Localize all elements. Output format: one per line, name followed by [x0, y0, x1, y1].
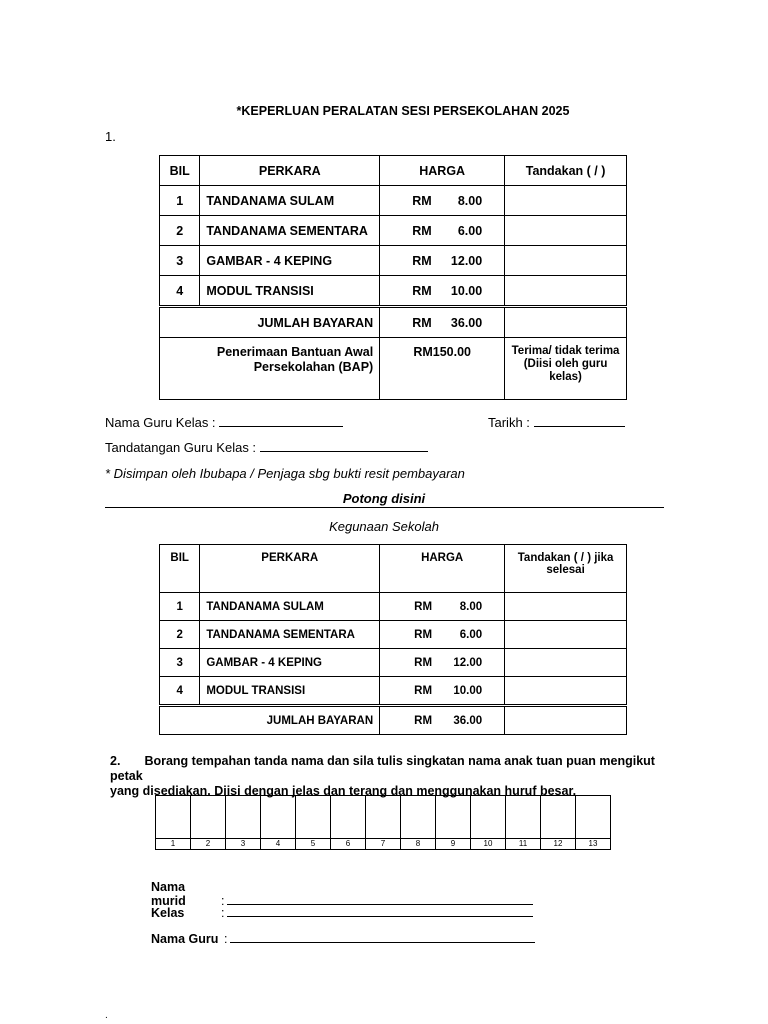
amount: 6.00 — [459, 628, 483, 641]
amount: 8.00 — [457, 193, 483, 208]
tandatangan-field — [105, 440, 428, 455]
tarikh-line[interactable] — [534, 415, 625, 427]
row-perkara: MODUL TRANSISI — [200, 677, 380, 706]
grid-number-row — [156, 839, 611, 850]
letter-box[interactable] — [471, 796, 506, 839]
letter-box[interactable] — [541, 796, 576, 839]
nama-guru-kelas-line[interactable] — [219, 415, 343, 427]
box-number: 4 — [261, 839, 296, 850]
box-number: 7 — [366, 839, 401, 850]
amount: 12.00 — [450, 253, 483, 268]
currency: RM — [412, 283, 432, 298]
letter-box[interactable] — [576, 796, 611, 839]
tick-cell[interactable] — [505, 246, 627, 276]
row-perkara: GAMBAR - 4 KEPING — [200, 649, 380, 677]
letter-box[interactable] — [506, 796, 541, 839]
letter-box[interactable] — [226, 796, 261, 839]
tandatangan-line[interactable] — [260, 440, 428, 452]
row-perkara: MODUL TRANSISI — [200, 276, 380, 307]
nama-murid-field — [151, 880, 533, 908]
col-header-perkara: PERKARA — [200, 156, 380, 186]
nama-murid-line[interactable] — [227, 893, 533, 905]
currency: RM — [412, 223, 432, 238]
col-header-harga: HARGA — [380, 156, 505, 186]
box-number: 9 — [436, 839, 471, 850]
tick-cell[interactable] — [505, 186, 627, 216]
row-harga — [380, 276, 505, 307]
amount: 8.00 — [459, 600, 483, 613]
currency: RM — [412, 315, 432, 330]
currency: RM — [412, 253, 432, 268]
row-bil: 4 — [160, 276, 200, 307]
box-number: 8 — [401, 839, 436, 850]
col-header-perkara: PERKARA — [200, 545, 380, 593]
letter-box[interactable] — [331, 796, 366, 839]
table-header-row — [160, 545, 627, 593]
nama-guru-field — [151, 931, 535, 946]
row-harga — [380, 246, 505, 276]
bap-label-line2: Persekolahan (BAP) — [253, 360, 374, 374]
row-harga — [380, 649, 505, 677]
section-2-instructions — [110, 754, 670, 799]
row-bil: 2 — [160, 216, 200, 246]
row-harga — [380, 186, 505, 216]
bap-label — [160, 338, 380, 400]
tick-cell[interactable] — [505, 649, 627, 677]
table-row — [160, 276, 627, 307]
table-row — [160, 649, 627, 677]
total-harga — [380, 706, 505, 735]
letter-box[interactable] — [366, 796, 401, 839]
section-2-text-line1: Borang tempahan tanda nama dan sila tulis singkatan nama anak tuan puan mengikut petak — [110, 754, 655, 783]
col-header-tandakan-line2: selesai — [546, 564, 585, 576]
nama-murid-label: Nama murid — [151, 880, 186, 908]
total-tick-cell — [505, 307, 627, 338]
total-tick-cell — [505, 706, 627, 735]
table-row — [160, 216, 627, 246]
col-header-tandakan: Tandakan ( / ) — [505, 156, 627, 186]
nama-guru-label: Nama Guru — [151, 932, 219, 946]
row-perkara: TANDANAMA SULAM — [200, 593, 380, 621]
amount: 10.00 — [453, 684, 483, 697]
row-bil: 1 — [160, 186, 200, 216]
currency: RM — [414, 684, 433, 697]
row-bil: 2 — [160, 621, 200, 649]
box-number: 5 — [296, 839, 331, 850]
nama-guru-kelas-field — [105, 415, 343, 430]
amount: 10.00 — [450, 283, 483, 298]
kelas-label: Kelas — [151, 906, 185, 920]
cut-label: Potong disini — [342, 491, 426, 506]
table-row — [160, 677, 627, 706]
table-header-row — [160, 156, 627, 186]
box-number: 6 — [331, 839, 366, 850]
section-2-text-line2: yang disediakan. Diisi dengan jelas dan terang dan menggunakan huruf besar. — [110, 784, 577, 798]
nama-guru-line[interactable] — [230, 931, 535, 943]
currency: RM — [414, 714, 433, 727]
box-number: 10 — [471, 839, 506, 850]
table-row — [160, 246, 627, 276]
total-label: JUMLAH BAYARAN — [160, 307, 380, 338]
currency: RM — [412, 193, 432, 208]
row-harga — [380, 216, 505, 246]
row-perkara: TANDANAMA SEMENTARA — [200, 216, 380, 246]
kelas-field — [151, 905, 533, 920]
row-bil: 4 — [160, 677, 200, 706]
school-use-label: Kegunaan Sekolah — [329, 519, 439, 534]
bap-row — [160, 338, 627, 400]
row-perkara: GAMBAR - 4 KEPING — [200, 246, 380, 276]
letter-box[interactable] — [436, 796, 471, 839]
bap-label-line1: Penerimaan Bantuan Awal — [216, 345, 374, 359]
receipt-note: * Disimpan oleh Ibubapa / Penjaga sbg bukti resit pembayaran — [105, 466, 465, 481]
bap-status-line3: kelas) — [549, 371, 582, 383]
tick-cell[interactable] — [505, 216, 627, 246]
section-1-number: 1. — [105, 129, 116, 144]
tick-cell[interactable] — [505, 593, 627, 621]
total-amount: 36.00 — [450, 315, 483, 330]
row-bil: 3 — [160, 246, 200, 276]
school-use-table — [159, 544, 627, 735]
amount: 6.00 — [457, 223, 483, 238]
letter-box[interactable] — [156, 796, 191, 839]
box-number: 11 — [506, 839, 541, 850]
section-2-number: 2. — [110, 754, 121, 768]
kelas-colon: : — [221, 906, 225, 920]
nama-guru-kelas-label: Nama Guru Kelas : — [105, 415, 220, 430]
box-number: 1 — [156, 839, 191, 850]
row-harga — [380, 621, 505, 649]
box-number: 13 — [576, 839, 611, 850]
total-label: JUMLAH BAYARAN — [160, 706, 380, 735]
row-perkara: TANDANAMA SEMENTARA — [200, 621, 380, 649]
tandatangan-label: Tandatangan Guru Kelas : — [105, 440, 260, 455]
name-letter-grid — [155, 795, 611, 850]
col-header-harga: HARGA — [380, 545, 505, 593]
total-amount: 36.00 — [453, 714, 483, 727]
table-row — [160, 186, 627, 216]
row-bil: 1 — [160, 593, 200, 621]
currency: RM — [414, 628, 433, 641]
currency: RM — [414, 600, 433, 613]
tarikh-field — [488, 415, 625, 430]
items-table — [159, 155, 627, 400]
row-harga — [380, 593, 505, 621]
row-perkara: TANDANAMA SULAM — [200, 186, 380, 216]
table-row — [160, 621, 627, 649]
row-harga — [380, 677, 505, 706]
box-number: 2 — [191, 839, 226, 850]
tarikh-label: Tarikh : — [488, 415, 534, 430]
total-row — [160, 706, 627, 735]
footer-mark: . — [105, 1010, 108, 1021]
total-harga — [380, 307, 505, 338]
nama-murid-colon: : — [221, 894, 225, 908]
tick-cell[interactable] — [505, 276, 627, 307]
letter-box[interactable] — [261, 796, 296, 839]
table-row — [160, 593, 627, 621]
grid-box-row — [156, 796, 611, 839]
box-number: 12 — [541, 839, 576, 850]
letter-box[interactable] — [296, 796, 331, 839]
total-row — [160, 307, 627, 338]
currency: RM — [414, 656, 433, 669]
tick-cell[interactable] — [505, 677, 627, 706]
col-header-tandakan — [505, 545, 627, 593]
tick-cell[interactable] — [505, 621, 627, 649]
col-header-tandakan-line1: Tandakan ( / ) jika — [517, 552, 614, 564]
kelas-line[interactable] — [227, 905, 533, 917]
row-bil: 3 — [160, 649, 200, 677]
page-title: *KEPERLUAN PERALATAN SESI PERSEKOLAHAN 2025 — [236, 104, 570, 118]
letter-box[interactable] — [191, 796, 226, 839]
bap-value: RM150.00 — [380, 338, 505, 400]
col-header-bil: BIL — [160, 156, 200, 186]
cut-line — [105, 507, 664, 508]
amount: 12.00 — [453, 656, 483, 669]
bap-status-line1: Terima/ tidak terima — [511, 345, 620, 357]
nama-guru-colon: : — [224, 932, 228, 946]
box-number: 3 — [226, 839, 261, 850]
bap-status-line2: (Diisi oleh guru — [523, 358, 608, 370]
letter-box[interactable] — [401, 796, 436, 839]
bap-status[interactable] — [505, 338, 627, 400]
col-header-bil: BIL — [160, 545, 200, 593]
